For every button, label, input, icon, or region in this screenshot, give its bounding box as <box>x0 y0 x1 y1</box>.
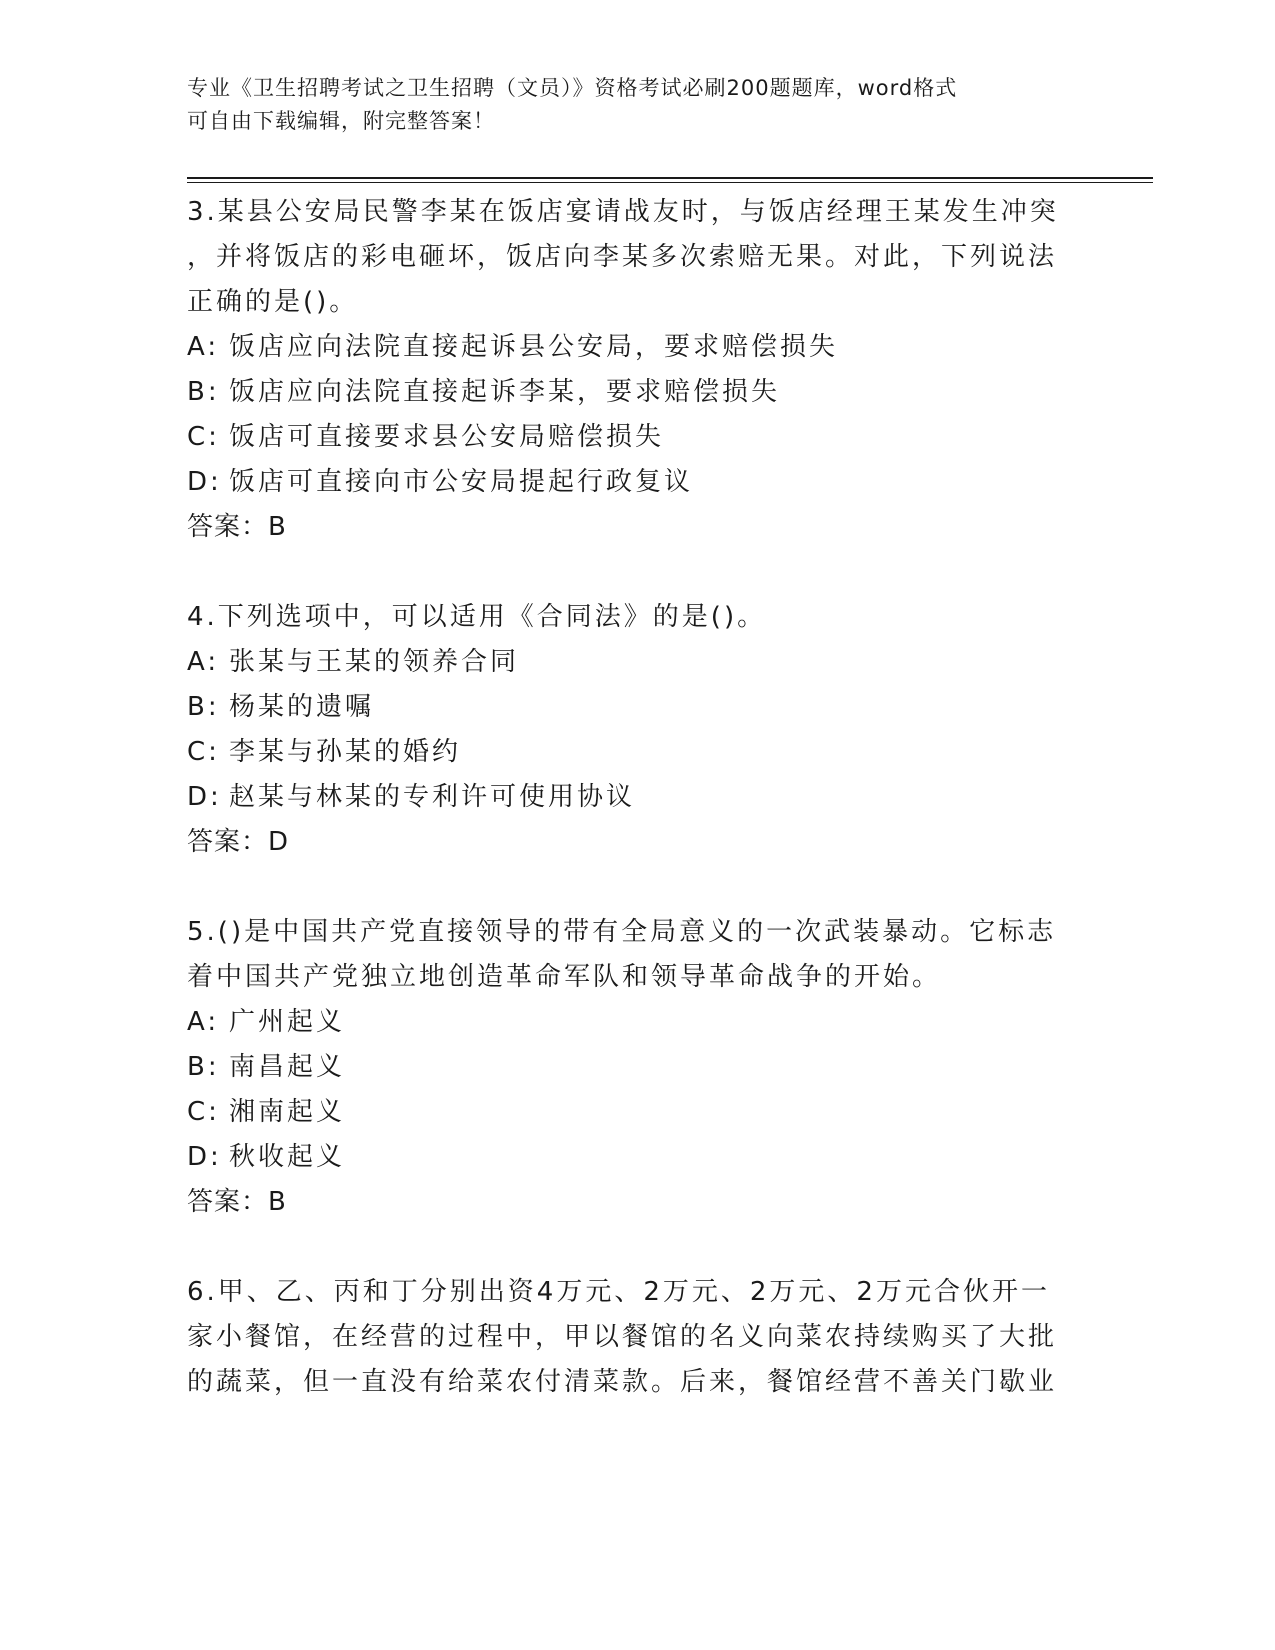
answer-line: 答案：D <box>187 827 290 857</box>
option-text: 湘南起义 <box>229 1097 346 1127</box>
option-text: 秋收起义 <box>229 1142 346 1172</box>
question-text-line: 的蔬菜，但一直没有给菜农付清菜款。后来，餐馆经营不善关门歇业 <box>187 1367 1058 1397</box>
option-text: 杨某的遗嘱 <box>229 692 375 722</box>
header-line-1: 专业《卫生招聘考试之卫生招聘（文员）》资格考试必刷200题题库，word格式 <box>187 76 958 100</box>
option-d <box>187 775 1067 820</box>
option-text: 饭店可直接向市公安局提起行政复议 <box>229 467 694 497</box>
option-b <box>187 370 1067 415</box>
question-3 <box>187 190 1067 550</box>
option-text: 张某与王某的领养合同 <box>229 647 520 677</box>
answer-line: 答案：B <box>187 1187 287 1217</box>
option-letter: B: <box>187 377 220 407</box>
option-d <box>187 460 1067 505</box>
question-5 <box>187 910 1067 1225</box>
option-letter: B: <box>187 1052 220 1082</box>
option-a <box>187 640 1067 685</box>
question-4 <box>187 595 1067 865</box>
option-text: 李某与孙某的婚约 <box>229 737 462 767</box>
question-text-line: 着中国共产党独立地创造革命军队和领导革命战争的开始。 <box>187 962 942 992</box>
option-letter: D: <box>187 782 222 812</box>
option-letter: B: <box>187 692 220 722</box>
question-text-line: 家小餐馆，在经营的过程中，甲以餐馆的名义向菜农持续购买了大批 <box>187 1322 1058 1352</box>
answer-line: 答案：B <box>187 512 287 542</box>
question-text-line: 5.()是中国共产党直接领导的带有全局意义的一次武装暴动。它标志 <box>187 917 1057 947</box>
option-letter: C: <box>187 422 220 452</box>
option-letter: A: <box>187 1007 220 1037</box>
option-letter: D: <box>187 1142 222 1172</box>
option-text: 广州起义 <box>229 1007 346 1037</box>
option-c <box>187 730 1067 775</box>
option-d <box>187 1135 1067 1180</box>
option-b <box>187 1045 1067 1090</box>
option-letter: C: <box>187 737 220 767</box>
option-text: 饭店可直接要求县公安局赔偿损失 <box>229 422 665 452</box>
question-list <box>187 190 1067 1450</box>
option-text: 南昌起义 <box>229 1052 346 1082</box>
header-line-2: 可自由下载编辑，附完整答案！ <box>187 109 495 133</box>
question-text-line: ，并将饭店的彩电砸坏，饭店向李某多次索赔无果。对此，下列说法 <box>187 242 1058 272</box>
question-text-line: 4.下列选项中，可以适用《合同法》的是()。 <box>187 602 767 632</box>
question-text-line: 3.某县公安局民警李某在饭店宴请战友时，与饭店经理王某发生冲突 <box>187 197 1059 227</box>
option-letter: A: <box>187 647 220 677</box>
question-text-line: 正确的是()。 <box>187 287 359 317</box>
option-c <box>187 415 1067 460</box>
question-text-line: 6.甲、乙、丙和丁分别出资4万元、2万元、2万元、2万元合伙开一 <box>187 1277 1050 1307</box>
option-letter: C: <box>187 1097 220 1127</box>
option-a <box>187 325 1067 370</box>
option-text: 饭店应向法院直接起诉李某，要求赔偿损失 <box>229 377 781 407</box>
document-header <box>187 72 1067 138</box>
option-a <box>187 1000 1067 1045</box>
option-letter: D: <box>187 467 222 497</box>
header-divider <box>187 177 1153 183</box>
option-b <box>187 685 1067 730</box>
option-text: 饭店应向法院直接起诉县公安局，要求赔偿损失 <box>229 332 839 362</box>
option-text: 赵某与林某的专利许可使用协议 <box>229 782 636 812</box>
option-letter: A: <box>187 332 220 362</box>
option-c <box>187 1090 1067 1135</box>
question-6 <box>187 1270 1067 1405</box>
